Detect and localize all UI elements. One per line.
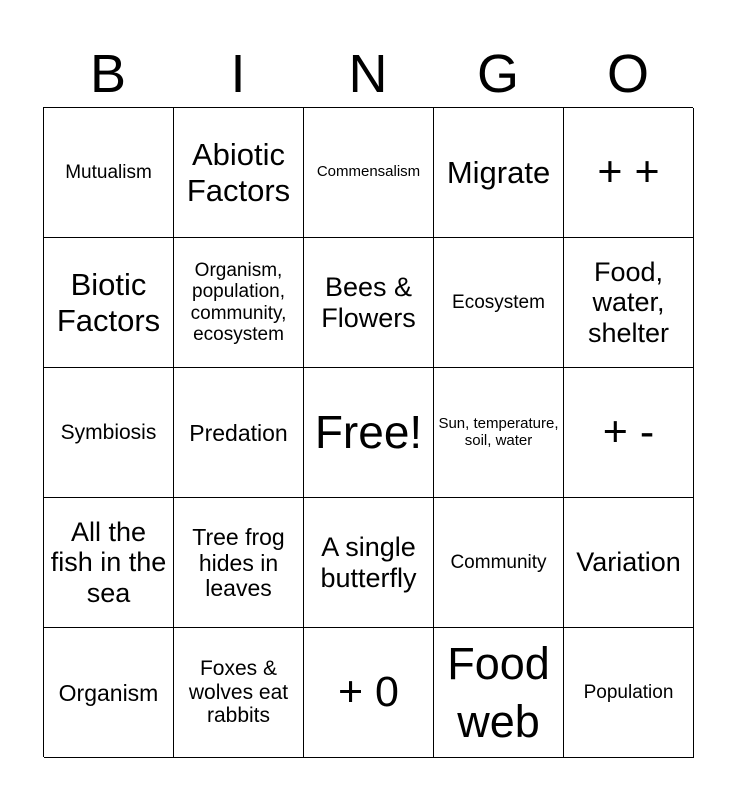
cell-text: All the fish in the sea	[50, 516, 167, 608]
bingo-cell[interactable]	[44, 498, 174, 628]
cell-text: Foxes & wolves eat rabbits	[188, 656, 289, 728]
bingo-cell[interactable]	[564, 108, 694, 238]
cell-text: Migrate	[446, 154, 551, 190]
bingo-header	[43, 40, 693, 108]
bingo-cell[interactable]	[564, 238, 694, 368]
bingo-cell[interactable]	[44, 368, 174, 498]
cell-text: + 0	[338, 668, 399, 717]
bingo-cell[interactable]	[434, 628, 564, 758]
header-letter-o: O	[606, 44, 649, 104]
cell-text: Abiotic Factors	[186, 137, 291, 208]
cell-text: Symbiosis	[60, 420, 157, 444]
cell-text: + -	[602, 408, 655, 457]
cell-text: Bees & Flowers	[321, 272, 416, 333]
cell-text: Predation	[189, 419, 288, 446]
bingo-cell[interactable]	[44, 108, 174, 238]
header-letter-g: G	[476, 44, 519, 104]
bingo-cell[interactable]	[174, 238, 304, 368]
cell-text: + +	[597, 148, 660, 197]
header-letter-i: I	[230, 44, 246, 104]
bingo-cell[interactable]	[434, 238, 564, 368]
bingo-cell[interactable]	[304, 108, 434, 238]
cell-text: Tree frog hides in leaves	[192, 523, 285, 602]
cell-text: A single butterfly	[320, 532, 417, 593]
bingo-cell[interactable]	[304, 628, 434, 758]
bingo-cell[interactable]	[564, 498, 694, 628]
cell-text: Biotic Factors	[56, 267, 161, 338]
bingo-cell[interactable]	[174, 108, 304, 238]
cell-text: Free!	[314, 405, 423, 458]
bingo-cell[interactable]	[174, 498, 304, 628]
bingo-cell[interactable]	[434, 108, 564, 238]
bingo-cell[interactable]	[434, 368, 564, 498]
bingo-board	[43, 107, 693, 757]
cell-text: Food, water, shelter	[587, 256, 670, 348]
bingo-cell[interactable]	[564, 368, 694, 498]
bingo-cell[interactable]	[44, 628, 174, 758]
header-letter-b: B	[89, 44, 127, 104]
bingo-cell[interactable]	[44, 238, 174, 368]
cell-text: Sun, temperature, soil, water	[438, 414, 559, 449]
cell-text: Organism	[58, 679, 159, 706]
cell-text: Mutualism	[65, 161, 152, 183]
cell-text: Organism, population, community, ecosystem	[190, 259, 287, 345]
cell-text: Community	[450, 551, 547, 573]
cell-text: Food web	[447, 637, 550, 747]
cell-text: Commensalism	[316, 163, 421, 181]
free-space-cell[interactable]	[304, 368, 434, 498]
header-letter-n: N	[348, 44, 388, 104]
cell-text: Ecosystem	[452, 291, 545, 313]
bingo-cell[interactable]	[434, 498, 564, 628]
cell-text: Variation	[576, 547, 681, 578]
bingo-cell[interactable]	[304, 498, 434, 628]
cell-text: Population	[583, 681, 674, 703]
bingo-cell[interactable]	[174, 368, 304, 498]
bingo-cell[interactable]	[304, 238, 434, 368]
bingo-cell[interactable]	[174, 628, 304, 758]
bingo-cell[interactable]	[564, 628, 694, 758]
